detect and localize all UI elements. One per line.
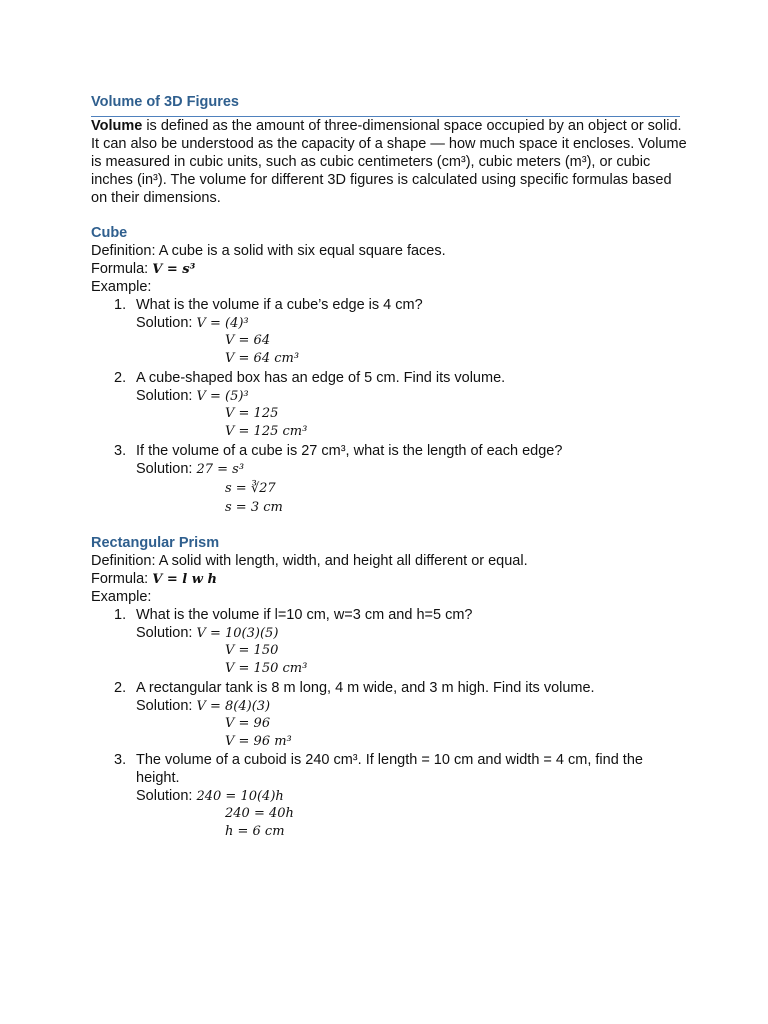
cube-q1-step-3: V = 64 cm³ (225, 351, 300, 366)
prism-formula-label: Formula: (91, 571, 153, 587)
cube-q1-number: 1. (114, 297, 127, 313)
cube-heading: Cube (91, 225, 128, 241)
prism-q3-number: 3. (114, 752, 127, 768)
page-title: Volume of 3D Figures (91, 94, 239, 110)
cube-formula-line (91, 260, 195, 279)
cube-q2-step-3: V = 125 cm³ (225, 424, 308, 439)
cube-q3-step-2: s = ∛27 (225, 481, 276, 496)
cube-q1-solution-label: Solution: (136, 315, 197, 331)
prism-q2-text: A rectangular tank is 8 m long, 4 m wide, and 3 m high. Find its volume. (136, 680, 595, 696)
cube-q3-solution-label: Solution: (136, 461, 197, 477)
cube-q3-step-1: 27 = s³ (196, 462, 245, 477)
prism-q3-text: The volume of a cuboid is 240 cm³. If length = 10 cm and width = 4 cm, find the height. (136, 752, 643, 786)
prism-q2-step-2: V = 96 (225, 716, 271, 731)
prism-formula-line (91, 570, 217, 589)
prism-q3-step-3: h = 6 cm (225, 824, 285, 839)
prism-q1-step-1: V = 10(3)(5) (196, 626, 279, 641)
cube-q2-step-1: V = (5)³ (196, 389, 249, 404)
prism-q1-solution-label: Solution: (136, 625, 197, 641)
cube-q2-text: A cube-shaped box has an edge of 5 cm. Find its volume. (136, 370, 506, 386)
prism-q3-solution-label: Solution: (136, 788, 197, 804)
prism-heading: Rectangular Prism (91, 535, 220, 551)
cube-formula-label: Formula: (91, 261, 153, 277)
cube-q2-step-2: V = 125 (225, 406, 279, 421)
prism-q2-step-1: V = 8(4)(3) (196, 699, 271, 714)
cube-q3-step-3: s = 3 cm (225, 500, 283, 515)
prism-formula: V = l w h (152, 572, 217, 587)
prism-q1-number: 1. (114, 607, 127, 623)
cube-q1-solution (136, 314, 249, 333)
prism-q2-solution-label: Solution: (136, 698, 197, 714)
cube-q2-number: 2. (114, 370, 127, 386)
prism-q1-text: What is the volume if l=10 cm, w=3 cm and h=5 cm? (136, 607, 473, 623)
prism-q2-number: 2. (114, 680, 127, 696)
prism-q3-solution (136, 787, 284, 806)
intro-term: Volume (91, 118, 143, 134)
cube-example-label: Example: (91, 279, 152, 295)
cube-definition: Definition: A cube is a solid with six equal square faces. (91, 243, 446, 259)
prism-definition: Definition: A solid with length, width, and height all different or equal. (91, 553, 528, 569)
intro-paragraph (91, 117, 691, 207)
prism-q3-step-1: 240 = 10(4)h (196, 789, 284, 804)
cube-formula: V = s³ (152, 262, 196, 277)
cube-q3-number: 3. (114, 443, 127, 459)
prism-q1-step-3: V = 150 cm³ (225, 661, 308, 676)
cube-q1-text: What is the volume if a cube’s edge is 4 cm? (136, 297, 423, 313)
cube-q1-step-1: V = (4)³ (196, 316, 249, 331)
prism-q3-step-2: 240 = 40h (225, 806, 294, 821)
cube-q2-solution-label: Solution: (136, 388, 197, 404)
prism-q2-solution (136, 697, 270, 716)
cube-q3-text: If the volume of a cube is 27 cm³, what is the length of each edge? (136, 443, 563, 459)
prism-q2-step-3: V = 96 m³ (225, 734, 292, 749)
cube-q1-step-2: V = 64 (225, 333, 271, 348)
cube-q3-solution (136, 460, 244, 479)
intro-text: is defined as the amount of three-dimensional space occupied by an object or solid. It can also be understood as the capacity of a shape — how much space it encloses. Volume is measured in cubic units, such as cubic centimeters (cm³), cubic meters (m³), or cubic inches (in³). The volume for different 3D figures is calculated using specific formulas based on their dimensions. (91, 118, 687, 206)
cube-q2-solution (136, 387, 249, 406)
prism-q1-step-2: V = 150 (225, 643, 279, 658)
prism-q1-solution (136, 624, 278, 643)
prism-example-label: Example: (91, 589, 152, 605)
